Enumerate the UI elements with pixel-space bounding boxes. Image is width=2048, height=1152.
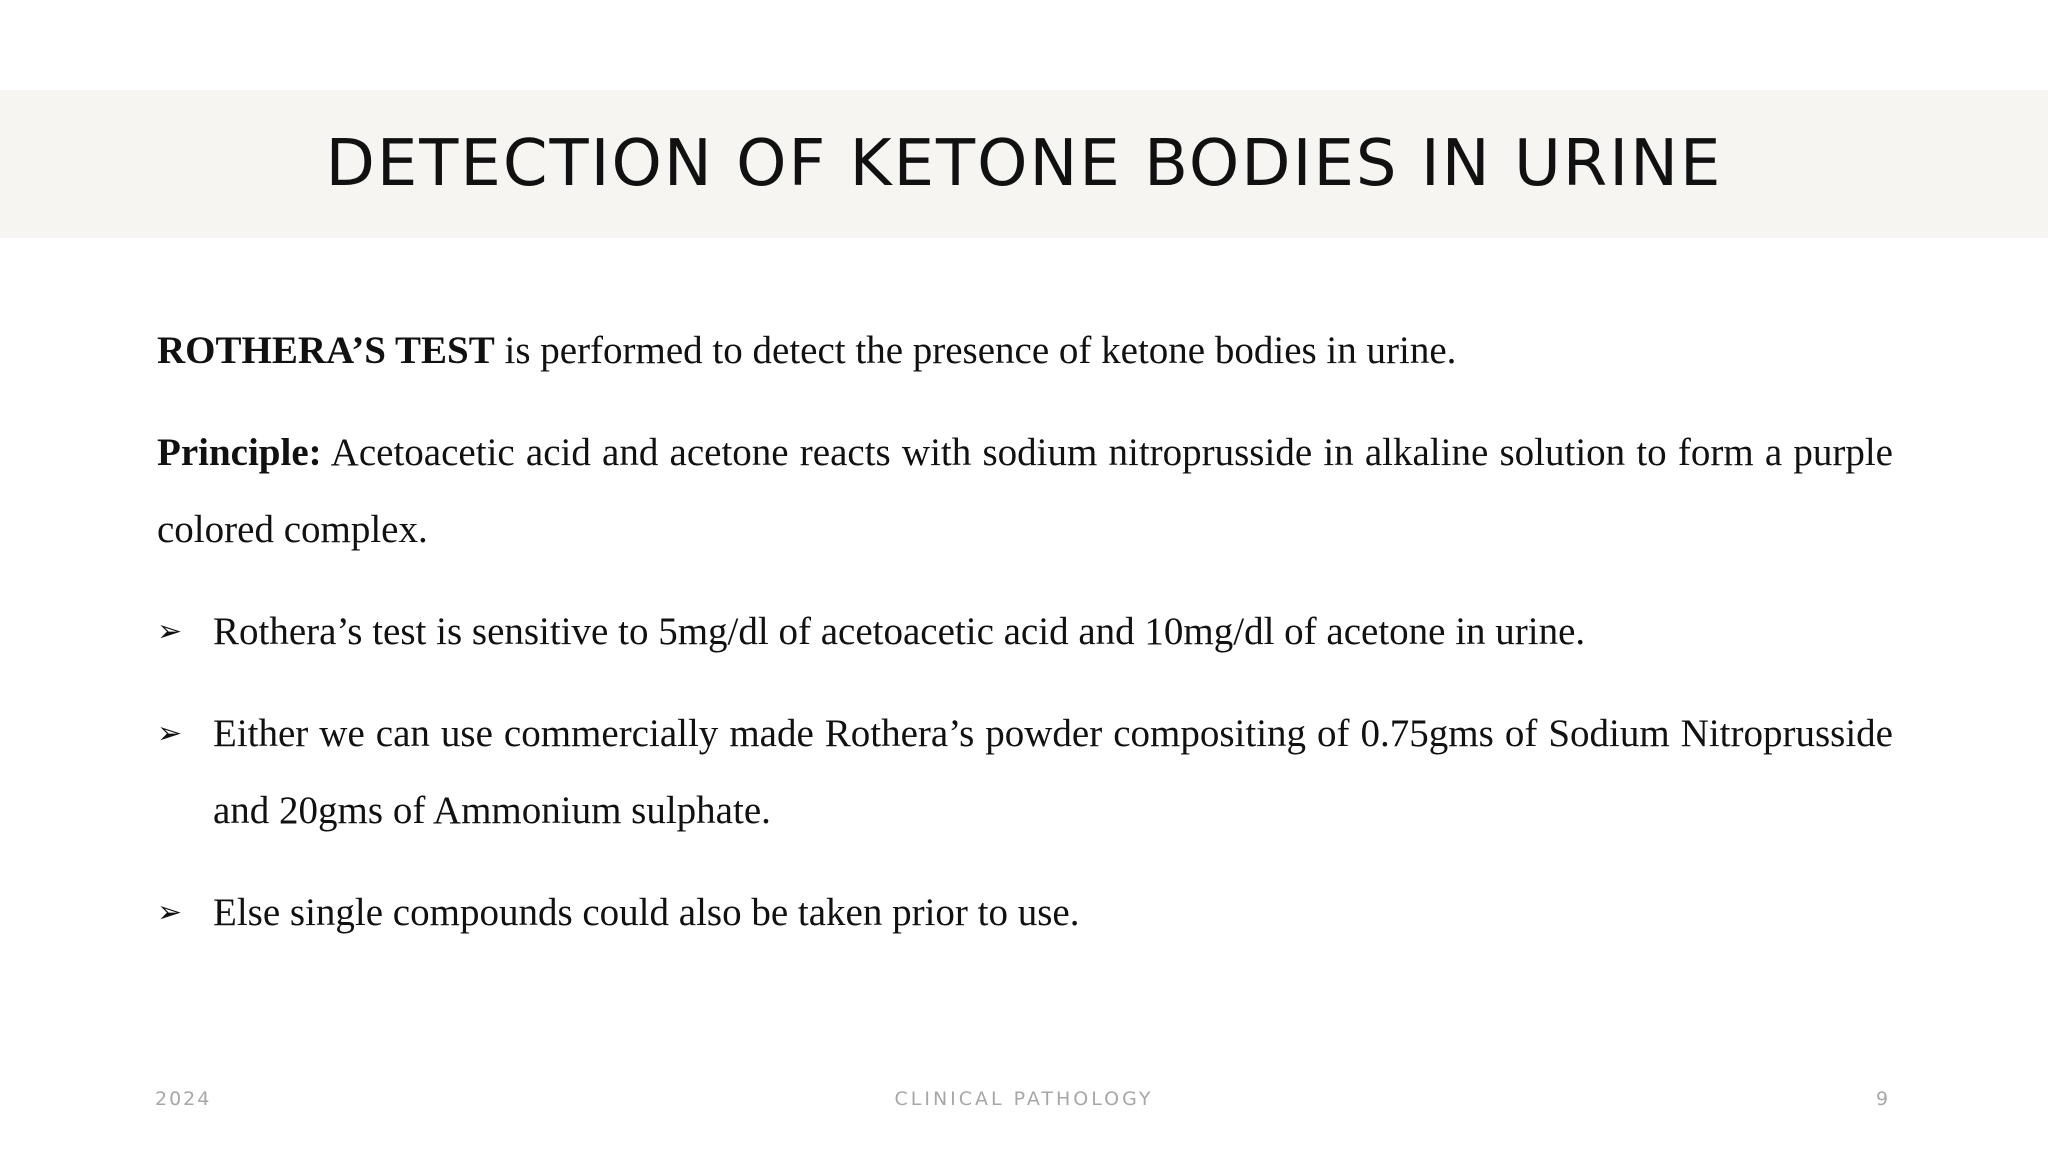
footer-year: 2024 — [155, 1088, 212, 1110]
intro-text: is performed to detect the presence of ketone bodies in urine. — [494, 329, 1457, 372]
footer-subject: CLINICAL PATHOLOGY — [894, 1088, 1154, 1110]
title-band — [0, 90, 2048, 238]
bullet-item-single-compounds — [157, 874, 1893, 951]
arrow-bullet-icon: ➢ — [157, 895, 183, 930]
slide-content — [157, 312, 1893, 976]
arrow-bullet-icon: ➢ — [157, 716, 183, 751]
principle-label: Principle: — [157, 431, 322, 474]
bullet-item-powder — [157, 695, 1893, 849]
footer-page-number: 9 — [1876, 1088, 1891, 1110]
arrow-bullet-icon: ➢ — [157, 614, 183, 649]
bullet-item-sensitivity — [157, 593, 1893, 670]
intro-paragraph — [157, 312, 1893, 389]
bullet-text: Either we can use commercially made Rothera’s powder compositing of 0.75gms of Sodium Nitroprusside and 20gms of Ammonium sulphate. — [213, 712, 1893, 832]
principle-paragraph — [157, 414, 1893, 568]
intro-bold-label: ROTHERA’S TEST — [157, 329, 495, 372]
slide-title: DETECTION OF KETONE BODIES IN URINE — [325, 127, 1723, 201]
bullet-text: Else single compounds could also be taken prior to use. — [213, 891, 1080, 934]
principle-text: Acetoacetic acid and acetone reacts with sodium nitroprusside in alkaline solution to form a purple colored complex. — [157, 431, 1893, 551]
bullet-text: Rothera’s test is sensitive to 5mg/dl of acetoacetic acid and 10mg/dl of acetone in urine. — [213, 610, 1586, 653]
